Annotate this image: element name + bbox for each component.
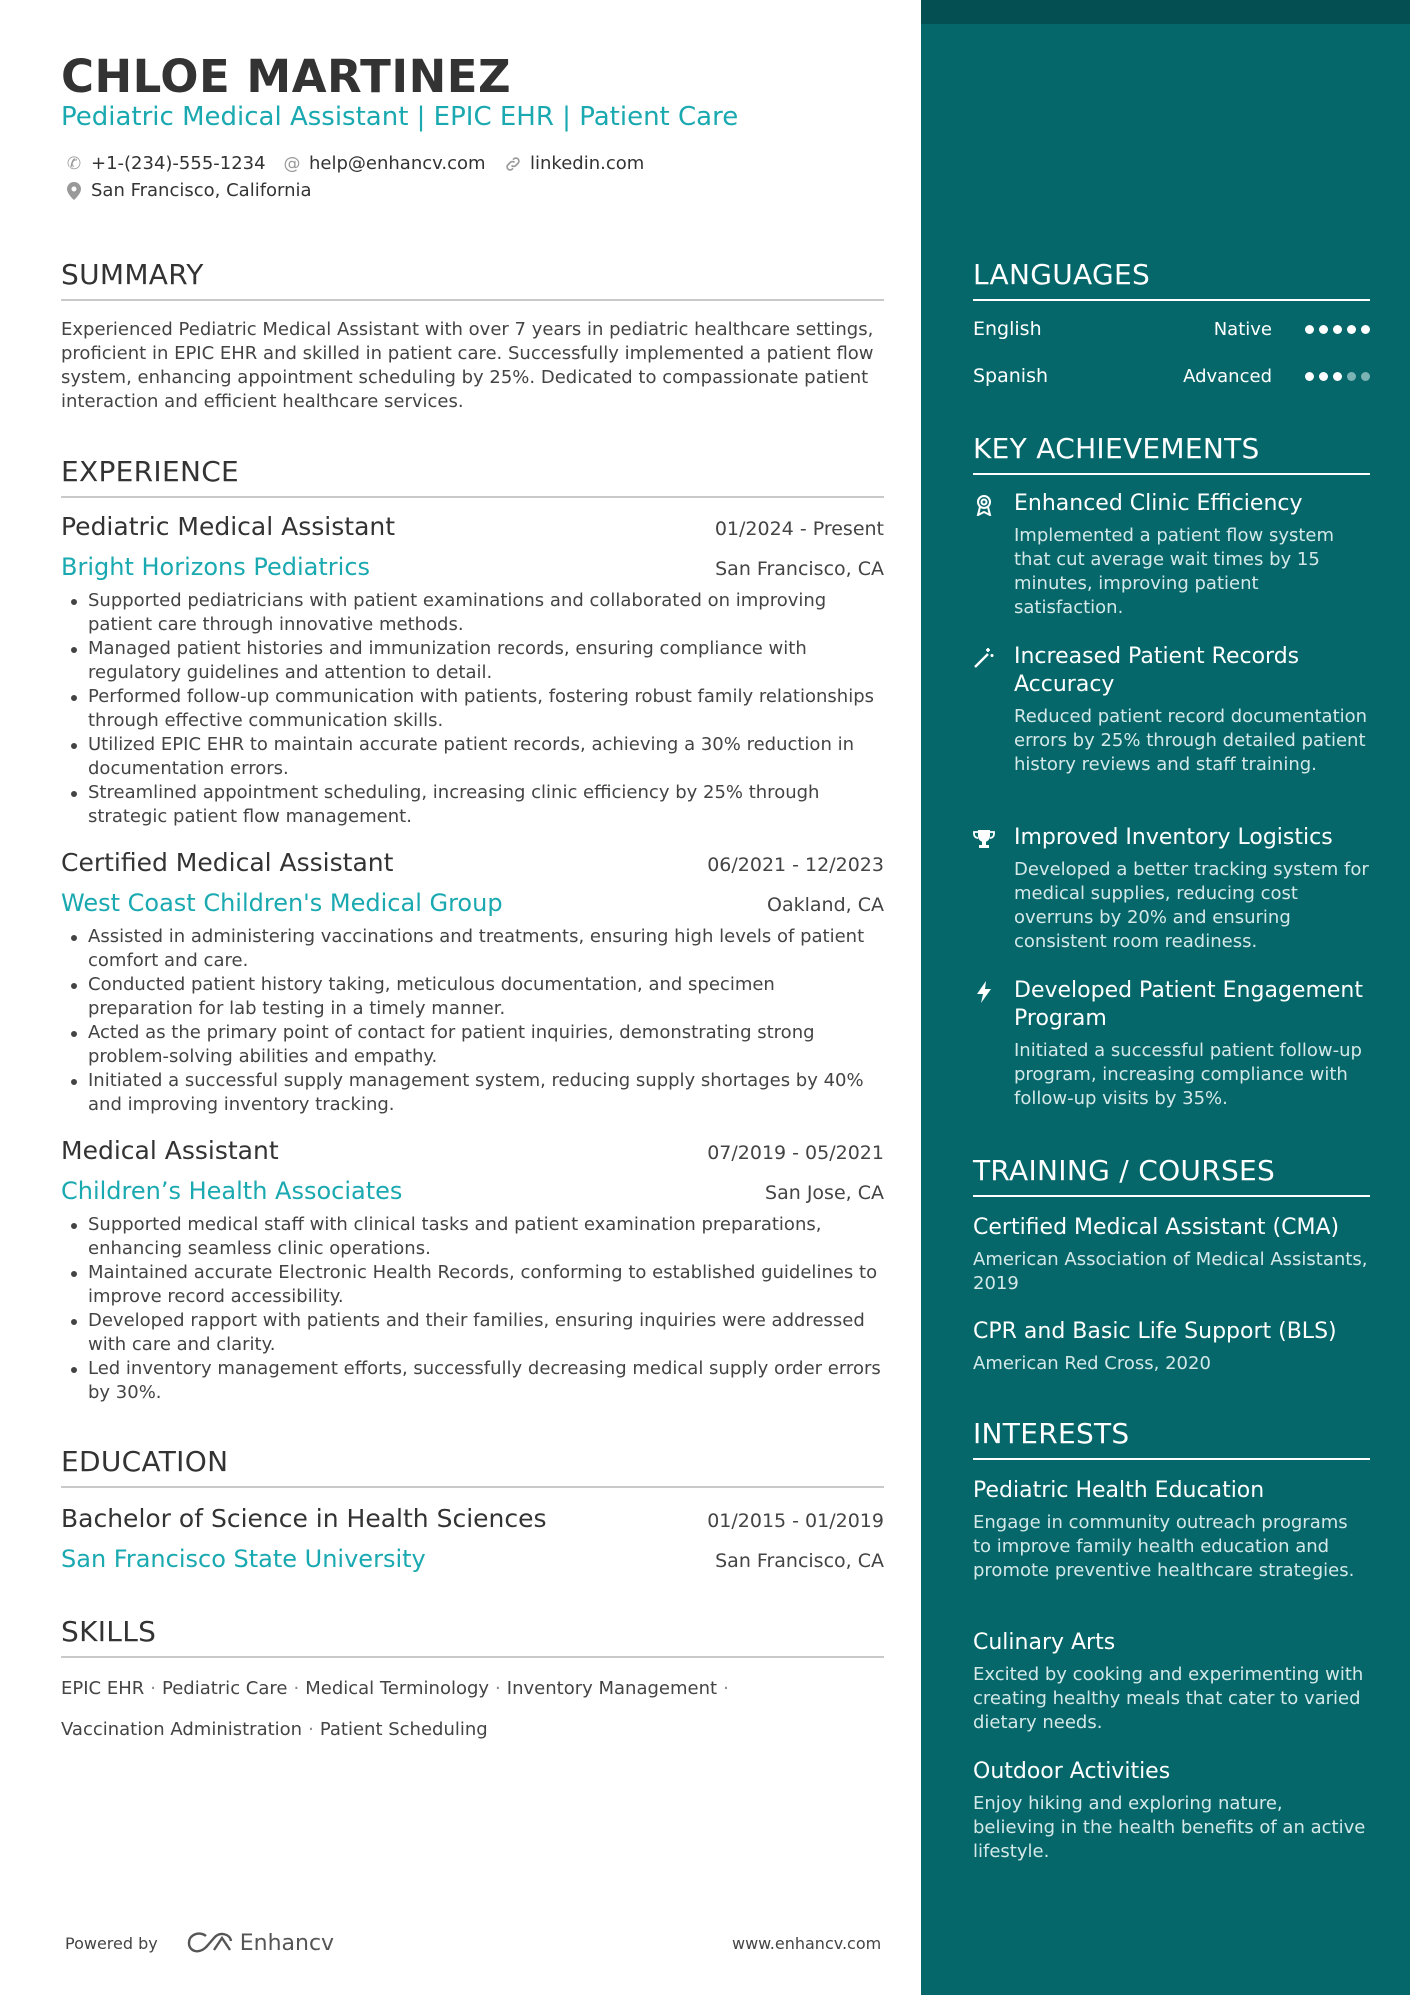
- job-company-row: [61, 553, 884, 581]
- achievement-desc: Implemented a patient flow system that cut average wait times by 15 minutes, improving patient satisfaction.: [1014, 525, 1335, 618]
- job-header: [61, 848, 884, 877]
- education-heading: EDUCATION: [61, 1445, 884, 1488]
- education-header: [61, 1504, 884, 1533]
- location-pin-icon: [63, 182, 85, 200]
- rating-dot: [1347, 372, 1356, 381]
- powered-by: [65, 1930, 334, 1956]
- job-role: Medical Assistant: [61, 1136, 279, 1165]
- skill-item: EPIC EHR: [61, 1678, 145, 1699]
- interest-item: [973, 1629, 1370, 1735]
- language-level: Advanced: [1183, 365, 1272, 387]
- rating-dot: [1361, 325, 1370, 334]
- rating-dot: [1347, 325, 1356, 334]
- job-bullet: Conducted patient history taking, meticulous documentation, and specimen preparation for lab testing in a timely manner.: [61, 973, 884, 1021]
- job-company: Bright Horizons Pediatrics: [61, 553, 371, 581]
- award-icon: [973, 494, 995, 521]
- education-school: San Francisco State University: [61, 1545, 426, 1573]
- language-row: [973, 318, 1370, 340]
- skills-list: EPIC EHR · Pediatric Care · Medical Terminology · Inventory Management · Vaccination Administration · Patient Scheduling: [61, 1678, 729, 1740]
- lightning-icon: [973, 981, 995, 1008]
- job-dates: 07/2019 - 05/2021: [707, 1142, 884, 1164]
- job-bullet: Developed rapport with patients and their families, ensuring inquiries were addressed with care and clarity.: [61, 1309, 884, 1357]
- linkedin-contact[interactable]: [502, 153, 644, 174]
- summary-text: Experienced Pediatric Medical Assistant with over 7 years in pediatric healthcare settings, proficient in EPIC EHR and skilled in patient care. Successfully implemented a patient flow system, enhancing appointment scheduling by 25%. Dedicated to compassionate patient interaction and efficient healthcare services.: [61, 319, 874, 412]
- interest-desc: Excited by cooking and experimenting with creating healthy meals that cater to varied dietary needs.: [973, 1664, 1364, 1733]
- job-bullet: Assisted in administering vaccinations and treatments, ensuring high levels of patient comfort and care.: [61, 925, 884, 973]
- achievement-desc: Initiated a successful patient follow-up program, increasing compliance with follow-up visits by 35%.: [1014, 1040, 1362, 1109]
- powered-by-text: Powered by: [65, 1933, 158, 1953]
- interest-title: Culinary Arts: [973, 1630, 1116, 1655]
- interest-desc: Enjoy hiking and exploring nature, believing in the health benefits of an active lifestyle.: [973, 1793, 1366, 1862]
- candidate-name: CHLOE MARTINEZ: [61, 50, 512, 103]
- job-bullet: Supported pediatricians with patient examinations and collaborated on improving patient care through innovative methods.: [61, 589, 884, 637]
- rating-dot: [1319, 325, 1328, 334]
- interest-title: Pediatric Health Education: [973, 1478, 1265, 1503]
- training-desc: American Association of Medical Assistants, 2019: [973, 1249, 1368, 1294]
- interest-title: Outdoor Activities: [973, 1759, 1171, 1784]
- training-title: CPR and Basic Life Support (BLS): [973, 1319, 1337, 1344]
- job-bullets: [61, 925, 884, 1117]
- job-company: West Coast Children's Medical Group: [61, 889, 503, 917]
- job-location: San Jose, CA: [765, 1182, 884, 1204]
- job-bullet: Led inventory management efforts, successfully decreasing medical supply order errors by 30%.: [61, 1357, 884, 1405]
- at-icon: @: [283, 153, 301, 174]
- enhancv-logo-text: Enhancv: [239, 1930, 335, 1956]
- magic-wand-icon: [973, 647, 995, 674]
- skill-item: Pediatric Care: [161, 1678, 288, 1699]
- education-degree: Bachelor of Science in Health Sciences: [61, 1504, 547, 1533]
- language-rating: [1300, 325, 1370, 334]
- interest-desc: Engage in community outreach programs to improve family health education and promote preventive healthcare strategies.: [973, 1512, 1355, 1581]
- job-bullet: Performed follow-up communication with patients, fostering robust family relationships through effective communication skills.: [61, 685, 884, 733]
- language-rating: [1300, 372, 1370, 381]
- email-text: help@enhancv.com: [309, 153, 486, 174]
- email-contact[interactable]: [281, 153, 486, 174]
- job-dates: 01/2024 - Present: [714, 518, 884, 540]
- skill-item: Vaccination Administration: [61, 1719, 303, 1740]
- job-header: [61, 512, 884, 541]
- job-bullet: Initiated a successful supply management system, reducing supply shortages by 40% and improving inventory tracking.: [61, 1069, 884, 1117]
- language-name: Spanish: [973, 365, 1049, 387]
- job-location: Oakland, CA: [767, 894, 884, 916]
- job-company: Children’s Health Associates: [61, 1177, 403, 1205]
- job-bullet: Managed patient histories and immunization records, ensuring compliance with regulatory guidelines and attention to detail.: [61, 637, 884, 685]
- job-dates: 06/2021 - 12/2023: [707, 854, 884, 876]
- rating-dot: [1333, 372, 1342, 381]
- job-company-row: [61, 889, 884, 917]
- phone-contact[interactable]: [63, 153, 266, 174]
- training-item: [973, 1318, 1370, 1376]
- interest-item: [973, 1477, 1370, 1583]
- skill-item: Medical Terminology: [305, 1678, 490, 1699]
- enhancv-logo[interactable]: [186, 1930, 334, 1956]
- phone-icon: ✆: [66, 153, 82, 174]
- training-desc: American Red Cross, 2020: [973, 1353, 1211, 1374]
- language-level: Native: [1213, 318, 1272, 340]
- language-name: English: [973, 318, 1042, 340]
- rating-dot: [1361, 372, 1370, 381]
- education-location: San Francisco, CA: [715, 1550, 884, 1572]
- trophy-icon: [973, 828, 995, 855]
- job-bullet: Streamlined appointment scheduling, increasing clinic efficiency by 25% through strategic patient flow management.: [61, 781, 884, 829]
- job-header: [61, 1136, 884, 1165]
- language-row: [973, 365, 1370, 387]
- sidebar-top-band: [921, 0, 1410, 24]
- job-bullet: Maintained accurate Electronic Health Records, conforming to established guidelines to improve record accessibility.: [61, 1261, 884, 1309]
- job-bullet: Acted as the primary point of contact for patient inquiries, demonstrating strong problem-solving abilities and empathy.: [61, 1021, 884, 1069]
- training-title: Certified Medical Assistant (CMA): [973, 1215, 1340, 1240]
- job-role: Pediatric Medical Assistant: [61, 512, 396, 541]
- headline: Pediatric Medical Assistant | EPIC EHR | Patient Care: [61, 102, 739, 132]
- achievement-desc: Developed a better tracking system for medical supplies, reducing cost overruns by 20% and ensuring consistent room readiness.: [1014, 859, 1369, 952]
- skill-item: Patient Scheduling: [319, 1719, 488, 1740]
- job-bullets: [61, 1213, 884, 1405]
- achievement-desc: Reduced patient record documentation errors by 25% through detailed patient history reviews and staff training.: [1014, 706, 1368, 775]
- achievement-item: [973, 643, 1370, 777]
- link-icon: [502, 155, 524, 173]
- linkedin-text: linkedin.com: [530, 153, 645, 174]
- training-item: [973, 1214, 1370, 1296]
- job-location: San Francisco, CA: [715, 558, 884, 580]
- languages-heading: LANGUAGES: [973, 258, 1370, 301]
- job-bullet: Utilized EPIC EHR to maintain accurate patient records, achieving a 30% reduction in documentation errors.: [61, 733, 884, 781]
- skill-item: Inventory Management: [506, 1678, 718, 1699]
- achievements-heading: KEY ACHIEVEMENTS: [973, 432, 1370, 475]
- experience-heading: EXPERIENCE: [61, 455, 884, 498]
- achievement-title: Increased Patient Records Accuracy: [1014, 644, 1300, 697]
- interests-heading: INTERESTS: [973, 1417, 1370, 1460]
- job-role: Certified Medical Assistant: [61, 848, 394, 877]
- interest-item: [973, 1758, 1370, 1864]
- achievement-item: [973, 824, 1370, 954]
- education-dates: 01/2015 - 01/2019: [707, 1510, 884, 1532]
- achievement-title: Enhanced Clinic Efficiency: [1014, 491, 1303, 516]
- training-heading: TRAINING / COURSES: [973, 1154, 1370, 1197]
- job-bullet: Supported medical staff with clinical tasks and patient examination preparations, enhancing seamless clinic operations.: [61, 1213, 884, 1261]
- skills-heading: SKILLS: [61, 1615, 884, 1658]
- achievement-title: Improved Inventory Logistics: [1014, 825, 1333, 850]
- website-link[interactable]: www.enhancv.com: [732, 1934, 882, 1953]
- job-company-row: [61, 1177, 884, 1205]
- rating-dot: [1333, 325, 1342, 334]
- education-school-row: [61, 1545, 884, 1573]
- summary-heading: SUMMARY: [61, 258, 884, 301]
- achievement-item: [973, 977, 1370, 1111]
- rating-dot: [1305, 325, 1314, 334]
- rating-dot: [1319, 372, 1328, 381]
- achievement-item: [973, 490, 1370, 620]
- enhancv-logo-icon: [186, 1930, 234, 1956]
- rating-dot: [1305, 372, 1314, 381]
- location-text: San Francisco, California: [91, 180, 312, 201]
- location-contact: [63, 180, 312, 201]
- sidebar: [921, 0, 1410, 1995]
- achievement-title: Developed Patient Engagement Program: [1014, 978, 1363, 1031]
- phone-text: +1-(234)-555-1234: [91, 153, 266, 174]
- job-bullets: [61, 589, 884, 829]
